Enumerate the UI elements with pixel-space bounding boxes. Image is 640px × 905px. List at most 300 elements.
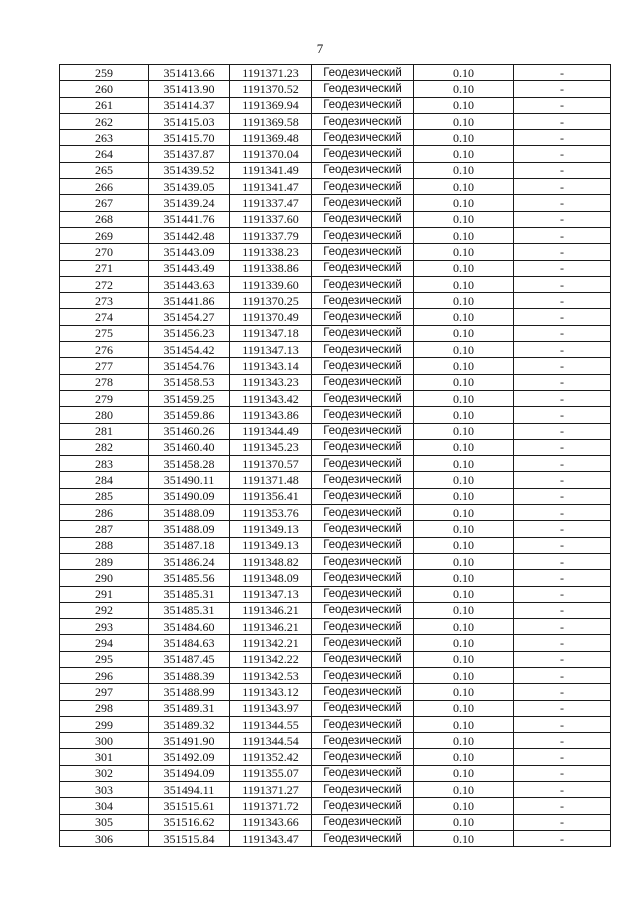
accuracy-cell: 0.10 bbox=[414, 407, 514, 423]
note-cell: - bbox=[514, 586, 611, 602]
note-cell: - bbox=[514, 374, 611, 390]
table-row bbox=[60, 227, 611, 243]
note-cell: - bbox=[514, 293, 611, 309]
accuracy-cell: 0.10 bbox=[414, 260, 514, 276]
method-cell: Геодезический bbox=[312, 81, 414, 97]
x-coordinate-cell: 351415.70 bbox=[149, 130, 230, 146]
table-row bbox=[60, 749, 611, 765]
method-cell: Геодезический bbox=[312, 570, 414, 586]
note-cell: - bbox=[514, 244, 611, 260]
y-coordinate-cell: 1191337.47 bbox=[230, 195, 312, 211]
table-row bbox=[60, 651, 611, 667]
y-coordinate-cell: 1191348.82 bbox=[230, 553, 312, 569]
method-cell: Геодезический bbox=[312, 488, 414, 504]
y-coordinate-cell: 1191342.22 bbox=[230, 651, 312, 667]
x-coordinate-cell: 351490.09 bbox=[149, 488, 230, 504]
point-number-cell: 285 bbox=[60, 488, 149, 504]
method-cell: Геодезический bbox=[312, 619, 414, 635]
note-cell: - bbox=[514, 211, 611, 227]
accuracy-cell: 0.10 bbox=[414, 211, 514, 227]
accuracy-cell: 0.10 bbox=[414, 651, 514, 667]
y-coordinate-cell: 1191370.57 bbox=[230, 456, 312, 472]
note-cell: - bbox=[514, 635, 611, 651]
point-number-cell: 266 bbox=[60, 179, 149, 195]
x-coordinate-cell: 351458.28 bbox=[149, 456, 230, 472]
note-cell: - bbox=[514, 700, 611, 716]
x-coordinate-cell: 351485.56 bbox=[149, 570, 230, 586]
x-coordinate-cell: 351488.99 bbox=[149, 684, 230, 700]
y-coordinate-cell: 1191343.23 bbox=[230, 374, 312, 390]
method-cell: Геодезический bbox=[312, 195, 414, 211]
point-number-cell: 302 bbox=[60, 765, 149, 781]
point-number-cell: 280 bbox=[60, 407, 149, 423]
y-coordinate-cell: 1191343.66 bbox=[230, 814, 312, 830]
point-number-cell: 270 bbox=[60, 244, 149, 260]
y-coordinate-cell: 1191342.53 bbox=[230, 667, 312, 683]
point-number-cell: 295 bbox=[60, 651, 149, 667]
y-coordinate-cell: 1191371.23 bbox=[230, 65, 312, 81]
y-coordinate-cell: 1191337.60 bbox=[230, 211, 312, 227]
point-number-cell: 267 bbox=[60, 195, 149, 211]
note-cell: - bbox=[514, 765, 611, 781]
y-coordinate-cell: 1191344.55 bbox=[230, 716, 312, 732]
point-number-cell: 262 bbox=[60, 113, 149, 129]
method-cell: Геодезический bbox=[312, 602, 414, 618]
point-number-cell: 271 bbox=[60, 260, 149, 276]
x-coordinate-cell: 351439.05 bbox=[149, 179, 230, 195]
x-coordinate-cell: 351443.49 bbox=[149, 260, 230, 276]
method-cell: Геодезический bbox=[312, 537, 414, 553]
y-coordinate-cell: 1191349.13 bbox=[230, 521, 312, 537]
x-coordinate-cell: 351413.66 bbox=[149, 65, 230, 81]
y-coordinate-cell: 1191353.76 bbox=[230, 505, 312, 521]
coordinates-table-container bbox=[59, 64, 610, 847]
accuracy-cell: 0.10 bbox=[414, 81, 514, 97]
table-row bbox=[60, 374, 611, 390]
method-cell: Геодезический bbox=[312, 342, 414, 358]
point-number-cell: 293 bbox=[60, 619, 149, 635]
accuracy-cell: 0.10 bbox=[414, 439, 514, 455]
point-number-cell: 284 bbox=[60, 472, 149, 488]
y-coordinate-cell: 1191338.86 bbox=[230, 260, 312, 276]
accuracy-cell: 0.10 bbox=[414, 309, 514, 325]
x-coordinate-cell: 351459.25 bbox=[149, 390, 230, 406]
table-row bbox=[60, 472, 611, 488]
note-cell: - bbox=[514, 570, 611, 586]
note-cell: - bbox=[514, 407, 611, 423]
accuracy-cell: 0.10 bbox=[414, 619, 514, 635]
y-coordinate-cell: 1191369.94 bbox=[230, 97, 312, 113]
note-cell: - bbox=[514, 260, 611, 276]
accuracy-cell: 0.10 bbox=[414, 749, 514, 765]
table-row bbox=[60, 162, 611, 178]
table-row bbox=[60, 65, 611, 81]
method-cell: Геодезический bbox=[312, 553, 414, 569]
method-cell: Геодезический bbox=[312, 325, 414, 341]
accuracy-cell: 0.10 bbox=[414, 162, 514, 178]
x-coordinate-cell: 351491.90 bbox=[149, 733, 230, 749]
accuracy-cell: 0.10 bbox=[414, 553, 514, 569]
method-cell: Геодезический bbox=[312, 814, 414, 830]
note-cell: - bbox=[514, 814, 611, 830]
note-cell: - bbox=[514, 684, 611, 700]
point-number-cell: 263 bbox=[60, 130, 149, 146]
method-cell: Геодезический bbox=[312, 733, 414, 749]
y-coordinate-cell: 1191370.04 bbox=[230, 146, 312, 162]
point-number-cell: 279 bbox=[60, 390, 149, 406]
x-coordinate-cell: 351414.37 bbox=[149, 97, 230, 113]
note-cell: - bbox=[514, 325, 611, 341]
x-coordinate-cell: 351490.11 bbox=[149, 472, 230, 488]
coordinates-table bbox=[59, 64, 611, 847]
x-coordinate-cell: 351460.26 bbox=[149, 423, 230, 439]
note-cell: - bbox=[514, 651, 611, 667]
point-number-cell: 303 bbox=[60, 782, 149, 798]
y-coordinate-cell: 1191348.09 bbox=[230, 570, 312, 586]
point-number-cell: 260 bbox=[60, 81, 149, 97]
table-row bbox=[60, 570, 611, 586]
note-cell: - bbox=[514, 716, 611, 732]
table-row bbox=[60, 423, 611, 439]
table-row bbox=[60, 309, 611, 325]
x-coordinate-cell: 351494.09 bbox=[149, 765, 230, 781]
method-cell: Геодезический bbox=[312, 309, 414, 325]
table-row bbox=[60, 97, 611, 113]
y-coordinate-cell: 1191370.52 bbox=[230, 81, 312, 97]
y-coordinate-cell: 1191371.48 bbox=[230, 472, 312, 488]
y-coordinate-cell: 1191356.41 bbox=[230, 488, 312, 504]
table-row bbox=[60, 130, 611, 146]
table-row bbox=[60, 521, 611, 537]
point-number-cell: 300 bbox=[60, 733, 149, 749]
method-cell: Геодезический bbox=[312, 651, 414, 667]
accuracy-cell: 0.10 bbox=[414, 765, 514, 781]
table-row bbox=[60, 244, 611, 260]
method-cell: Геодезический bbox=[312, 521, 414, 537]
method-cell: Геодезический bbox=[312, 505, 414, 521]
note-cell: - bbox=[514, 358, 611, 374]
x-coordinate-cell: 351515.84 bbox=[149, 830, 230, 846]
x-coordinate-cell: 351460.40 bbox=[149, 439, 230, 455]
x-coordinate-cell: 351459.86 bbox=[149, 407, 230, 423]
table-row bbox=[60, 276, 611, 292]
point-number-cell: 290 bbox=[60, 570, 149, 586]
note-cell: - bbox=[514, 227, 611, 243]
table-row bbox=[60, 553, 611, 569]
accuracy-cell: 0.10 bbox=[414, 602, 514, 618]
table-row bbox=[60, 667, 611, 683]
accuracy-cell: 0.10 bbox=[414, 325, 514, 341]
y-coordinate-cell: 1191347.18 bbox=[230, 325, 312, 341]
accuracy-cell: 0.10 bbox=[414, 830, 514, 846]
accuracy-cell: 0.10 bbox=[414, 358, 514, 374]
table-row bbox=[60, 700, 611, 716]
point-number-cell: 305 bbox=[60, 814, 149, 830]
method-cell: Геодезический bbox=[312, 130, 414, 146]
table-row bbox=[60, 179, 611, 195]
x-coordinate-cell: 351487.45 bbox=[149, 651, 230, 667]
x-coordinate-cell: 351485.31 bbox=[149, 602, 230, 618]
accuracy-cell: 0.10 bbox=[414, 782, 514, 798]
accuracy-cell: 0.10 bbox=[414, 798, 514, 814]
accuracy-cell: 0.10 bbox=[414, 635, 514, 651]
method-cell: Геодезический bbox=[312, 260, 414, 276]
point-number-cell: 282 bbox=[60, 439, 149, 455]
x-coordinate-cell: 351443.63 bbox=[149, 276, 230, 292]
method-cell: Геодезический bbox=[312, 749, 414, 765]
method-cell: Геодезический bbox=[312, 293, 414, 309]
accuracy-cell: 0.10 bbox=[414, 700, 514, 716]
note-cell: - bbox=[514, 390, 611, 406]
table-row bbox=[60, 765, 611, 781]
point-number-cell: 291 bbox=[60, 586, 149, 602]
accuracy-cell: 0.10 bbox=[414, 521, 514, 537]
x-coordinate-cell: 351415.03 bbox=[149, 113, 230, 129]
accuracy-cell: 0.10 bbox=[414, 488, 514, 504]
point-number-cell: 283 bbox=[60, 456, 149, 472]
table-row bbox=[60, 684, 611, 700]
table-row bbox=[60, 488, 611, 504]
table-row bbox=[60, 81, 611, 97]
note-cell: - bbox=[514, 472, 611, 488]
table-row bbox=[60, 716, 611, 732]
x-coordinate-cell: 351441.76 bbox=[149, 211, 230, 227]
point-number-cell: 261 bbox=[60, 97, 149, 113]
x-coordinate-cell: 351486.24 bbox=[149, 553, 230, 569]
method-cell: Геодезический bbox=[312, 472, 414, 488]
method-cell: Геодезический bbox=[312, 113, 414, 129]
table-row bbox=[60, 456, 611, 472]
table-row bbox=[60, 586, 611, 602]
accuracy-cell: 0.10 bbox=[414, 684, 514, 700]
point-number-cell: 275 bbox=[60, 325, 149, 341]
table-row bbox=[60, 635, 611, 651]
accuracy-cell: 0.10 bbox=[414, 733, 514, 749]
method-cell: Геодезический bbox=[312, 211, 414, 227]
point-number-cell: 274 bbox=[60, 309, 149, 325]
method-cell: Геодезический bbox=[312, 244, 414, 260]
point-number-cell: 278 bbox=[60, 374, 149, 390]
x-coordinate-cell: 351492.09 bbox=[149, 749, 230, 765]
method-cell: Геодезический bbox=[312, 700, 414, 716]
accuracy-cell: 0.10 bbox=[414, 65, 514, 81]
point-number-cell: 286 bbox=[60, 505, 149, 521]
y-coordinate-cell: 1191339.60 bbox=[230, 276, 312, 292]
method-cell: Геодезический bbox=[312, 407, 414, 423]
x-coordinate-cell: 351489.32 bbox=[149, 716, 230, 732]
x-coordinate-cell: 351485.31 bbox=[149, 586, 230, 602]
point-number-cell: 297 bbox=[60, 684, 149, 700]
table-row bbox=[60, 325, 611, 341]
method-cell: Геодезический bbox=[312, 97, 414, 113]
y-coordinate-cell: 1191346.21 bbox=[230, 619, 312, 635]
accuracy-cell: 0.10 bbox=[414, 505, 514, 521]
accuracy-cell: 0.10 bbox=[414, 276, 514, 292]
note-cell: - bbox=[514, 602, 611, 618]
y-coordinate-cell: 1191370.49 bbox=[230, 309, 312, 325]
note-cell: - bbox=[514, 97, 611, 113]
accuracy-cell: 0.10 bbox=[414, 130, 514, 146]
accuracy-cell: 0.10 bbox=[414, 423, 514, 439]
accuracy-cell: 0.10 bbox=[414, 456, 514, 472]
point-number-cell: 281 bbox=[60, 423, 149, 439]
table-row bbox=[60, 830, 611, 846]
y-coordinate-cell: 1191344.49 bbox=[230, 423, 312, 439]
y-coordinate-cell: 1191342.21 bbox=[230, 635, 312, 651]
point-number-cell: 273 bbox=[60, 293, 149, 309]
note-cell: - bbox=[514, 749, 611, 765]
method-cell: Геодезический bbox=[312, 782, 414, 798]
method-cell: Геодезический bbox=[312, 358, 414, 374]
y-coordinate-cell: 1191341.47 bbox=[230, 179, 312, 195]
method-cell: Геодезический bbox=[312, 227, 414, 243]
x-coordinate-cell: 351488.09 bbox=[149, 521, 230, 537]
point-number-cell: 269 bbox=[60, 227, 149, 243]
accuracy-cell: 0.10 bbox=[414, 342, 514, 358]
table-row bbox=[60, 537, 611, 553]
point-number-cell: 289 bbox=[60, 553, 149, 569]
note-cell: - bbox=[514, 65, 611, 81]
y-coordinate-cell: 1191355.07 bbox=[230, 765, 312, 781]
table-row bbox=[60, 407, 611, 423]
x-coordinate-cell: 351484.63 bbox=[149, 635, 230, 651]
accuracy-cell: 0.10 bbox=[414, 146, 514, 162]
note-cell: - bbox=[514, 619, 611, 635]
x-coordinate-cell: 351413.90 bbox=[149, 81, 230, 97]
note-cell: - bbox=[514, 309, 611, 325]
method-cell: Геодезический bbox=[312, 179, 414, 195]
accuracy-cell: 0.10 bbox=[414, 667, 514, 683]
y-coordinate-cell: 1191370.25 bbox=[230, 293, 312, 309]
method-cell: Геодезический bbox=[312, 586, 414, 602]
coordinates-table-body bbox=[60, 65, 611, 847]
point-number-cell: 304 bbox=[60, 798, 149, 814]
method-cell: Геодезический bbox=[312, 162, 414, 178]
point-number-cell: 287 bbox=[60, 521, 149, 537]
method-cell: Геодезический bbox=[312, 276, 414, 292]
x-coordinate-cell: 351439.52 bbox=[149, 162, 230, 178]
point-number-cell: 276 bbox=[60, 342, 149, 358]
x-coordinate-cell: 351494.11 bbox=[149, 782, 230, 798]
note-cell: - bbox=[514, 782, 611, 798]
note-cell: - bbox=[514, 195, 611, 211]
accuracy-cell: 0.10 bbox=[414, 390, 514, 406]
accuracy-cell: 0.10 bbox=[414, 586, 514, 602]
point-number-cell: 288 bbox=[60, 537, 149, 553]
accuracy-cell: 0.10 bbox=[414, 716, 514, 732]
point-number-cell: 259 bbox=[60, 65, 149, 81]
note-cell: - bbox=[514, 830, 611, 846]
accuracy-cell: 0.10 bbox=[414, 472, 514, 488]
method-cell: Геодезический bbox=[312, 635, 414, 651]
table-row bbox=[60, 798, 611, 814]
y-coordinate-cell: 1191347.13 bbox=[230, 342, 312, 358]
note-cell: - bbox=[514, 179, 611, 195]
x-coordinate-cell: 351516.62 bbox=[149, 814, 230, 830]
accuracy-cell: 0.10 bbox=[414, 113, 514, 129]
x-coordinate-cell: 351488.09 bbox=[149, 505, 230, 521]
note-cell: - bbox=[514, 423, 611, 439]
table-row bbox=[60, 733, 611, 749]
point-number-cell: 301 bbox=[60, 749, 149, 765]
y-coordinate-cell: 1191343.42 bbox=[230, 390, 312, 406]
table-row bbox=[60, 342, 611, 358]
table-row bbox=[60, 113, 611, 129]
table-row bbox=[60, 260, 611, 276]
table-row bbox=[60, 439, 611, 455]
method-cell: Геодезический bbox=[312, 390, 414, 406]
y-coordinate-cell: 1191345.23 bbox=[230, 439, 312, 455]
accuracy-cell: 0.10 bbox=[414, 179, 514, 195]
y-coordinate-cell: 1191337.79 bbox=[230, 227, 312, 243]
x-coordinate-cell: 351488.39 bbox=[149, 667, 230, 683]
x-coordinate-cell: 351439.24 bbox=[149, 195, 230, 211]
point-number-cell: 298 bbox=[60, 700, 149, 716]
note-cell: - bbox=[514, 553, 611, 569]
accuracy-cell: 0.10 bbox=[414, 537, 514, 553]
table-row bbox=[60, 146, 611, 162]
method-cell: Геодезический bbox=[312, 146, 414, 162]
note-cell: - bbox=[514, 342, 611, 358]
method-cell: Геодезический bbox=[312, 716, 414, 732]
note-cell: - bbox=[514, 276, 611, 292]
note-cell: - bbox=[514, 146, 611, 162]
x-coordinate-cell: 351454.27 bbox=[149, 309, 230, 325]
point-number-cell: 264 bbox=[60, 146, 149, 162]
table-row bbox=[60, 358, 611, 374]
note-cell: - bbox=[514, 667, 611, 683]
table-row bbox=[60, 602, 611, 618]
y-coordinate-cell: 1191343.97 bbox=[230, 700, 312, 716]
method-cell: Геодезический bbox=[312, 798, 414, 814]
accuracy-cell: 0.10 bbox=[414, 97, 514, 113]
x-coordinate-cell: 351441.86 bbox=[149, 293, 230, 309]
note-cell: - bbox=[514, 505, 611, 521]
table-row bbox=[60, 782, 611, 798]
accuracy-cell: 0.10 bbox=[414, 195, 514, 211]
accuracy-cell: 0.10 bbox=[414, 227, 514, 243]
table-row bbox=[60, 195, 611, 211]
method-cell: Геодезический bbox=[312, 374, 414, 390]
note-cell: - bbox=[514, 798, 611, 814]
point-number-cell: 306 bbox=[60, 830, 149, 846]
y-coordinate-cell: 1191371.72 bbox=[230, 798, 312, 814]
note-cell: - bbox=[514, 439, 611, 455]
table-row bbox=[60, 505, 611, 521]
y-coordinate-cell: 1191343.47 bbox=[230, 830, 312, 846]
note-cell: - bbox=[514, 537, 611, 553]
point-number-cell: 296 bbox=[60, 667, 149, 683]
y-coordinate-cell: 1191346.21 bbox=[230, 602, 312, 618]
note-cell: - bbox=[514, 521, 611, 537]
accuracy-cell: 0.10 bbox=[414, 293, 514, 309]
x-coordinate-cell: 351489.31 bbox=[149, 700, 230, 716]
point-number-cell: 268 bbox=[60, 211, 149, 227]
y-coordinate-cell: 1191338.23 bbox=[230, 244, 312, 260]
table-row bbox=[60, 814, 611, 830]
note-cell: - bbox=[514, 162, 611, 178]
y-coordinate-cell: 1191343.12 bbox=[230, 684, 312, 700]
x-coordinate-cell: 351454.76 bbox=[149, 358, 230, 374]
point-number-cell: 265 bbox=[60, 162, 149, 178]
accuracy-cell: 0.10 bbox=[414, 814, 514, 830]
point-number-cell: 272 bbox=[60, 276, 149, 292]
x-coordinate-cell: 351487.18 bbox=[149, 537, 230, 553]
accuracy-cell: 0.10 bbox=[414, 570, 514, 586]
y-coordinate-cell: 1191347.13 bbox=[230, 586, 312, 602]
x-coordinate-cell: 351484.60 bbox=[149, 619, 230, 635]
table-row bbox=[60, 390, 611, 406]
